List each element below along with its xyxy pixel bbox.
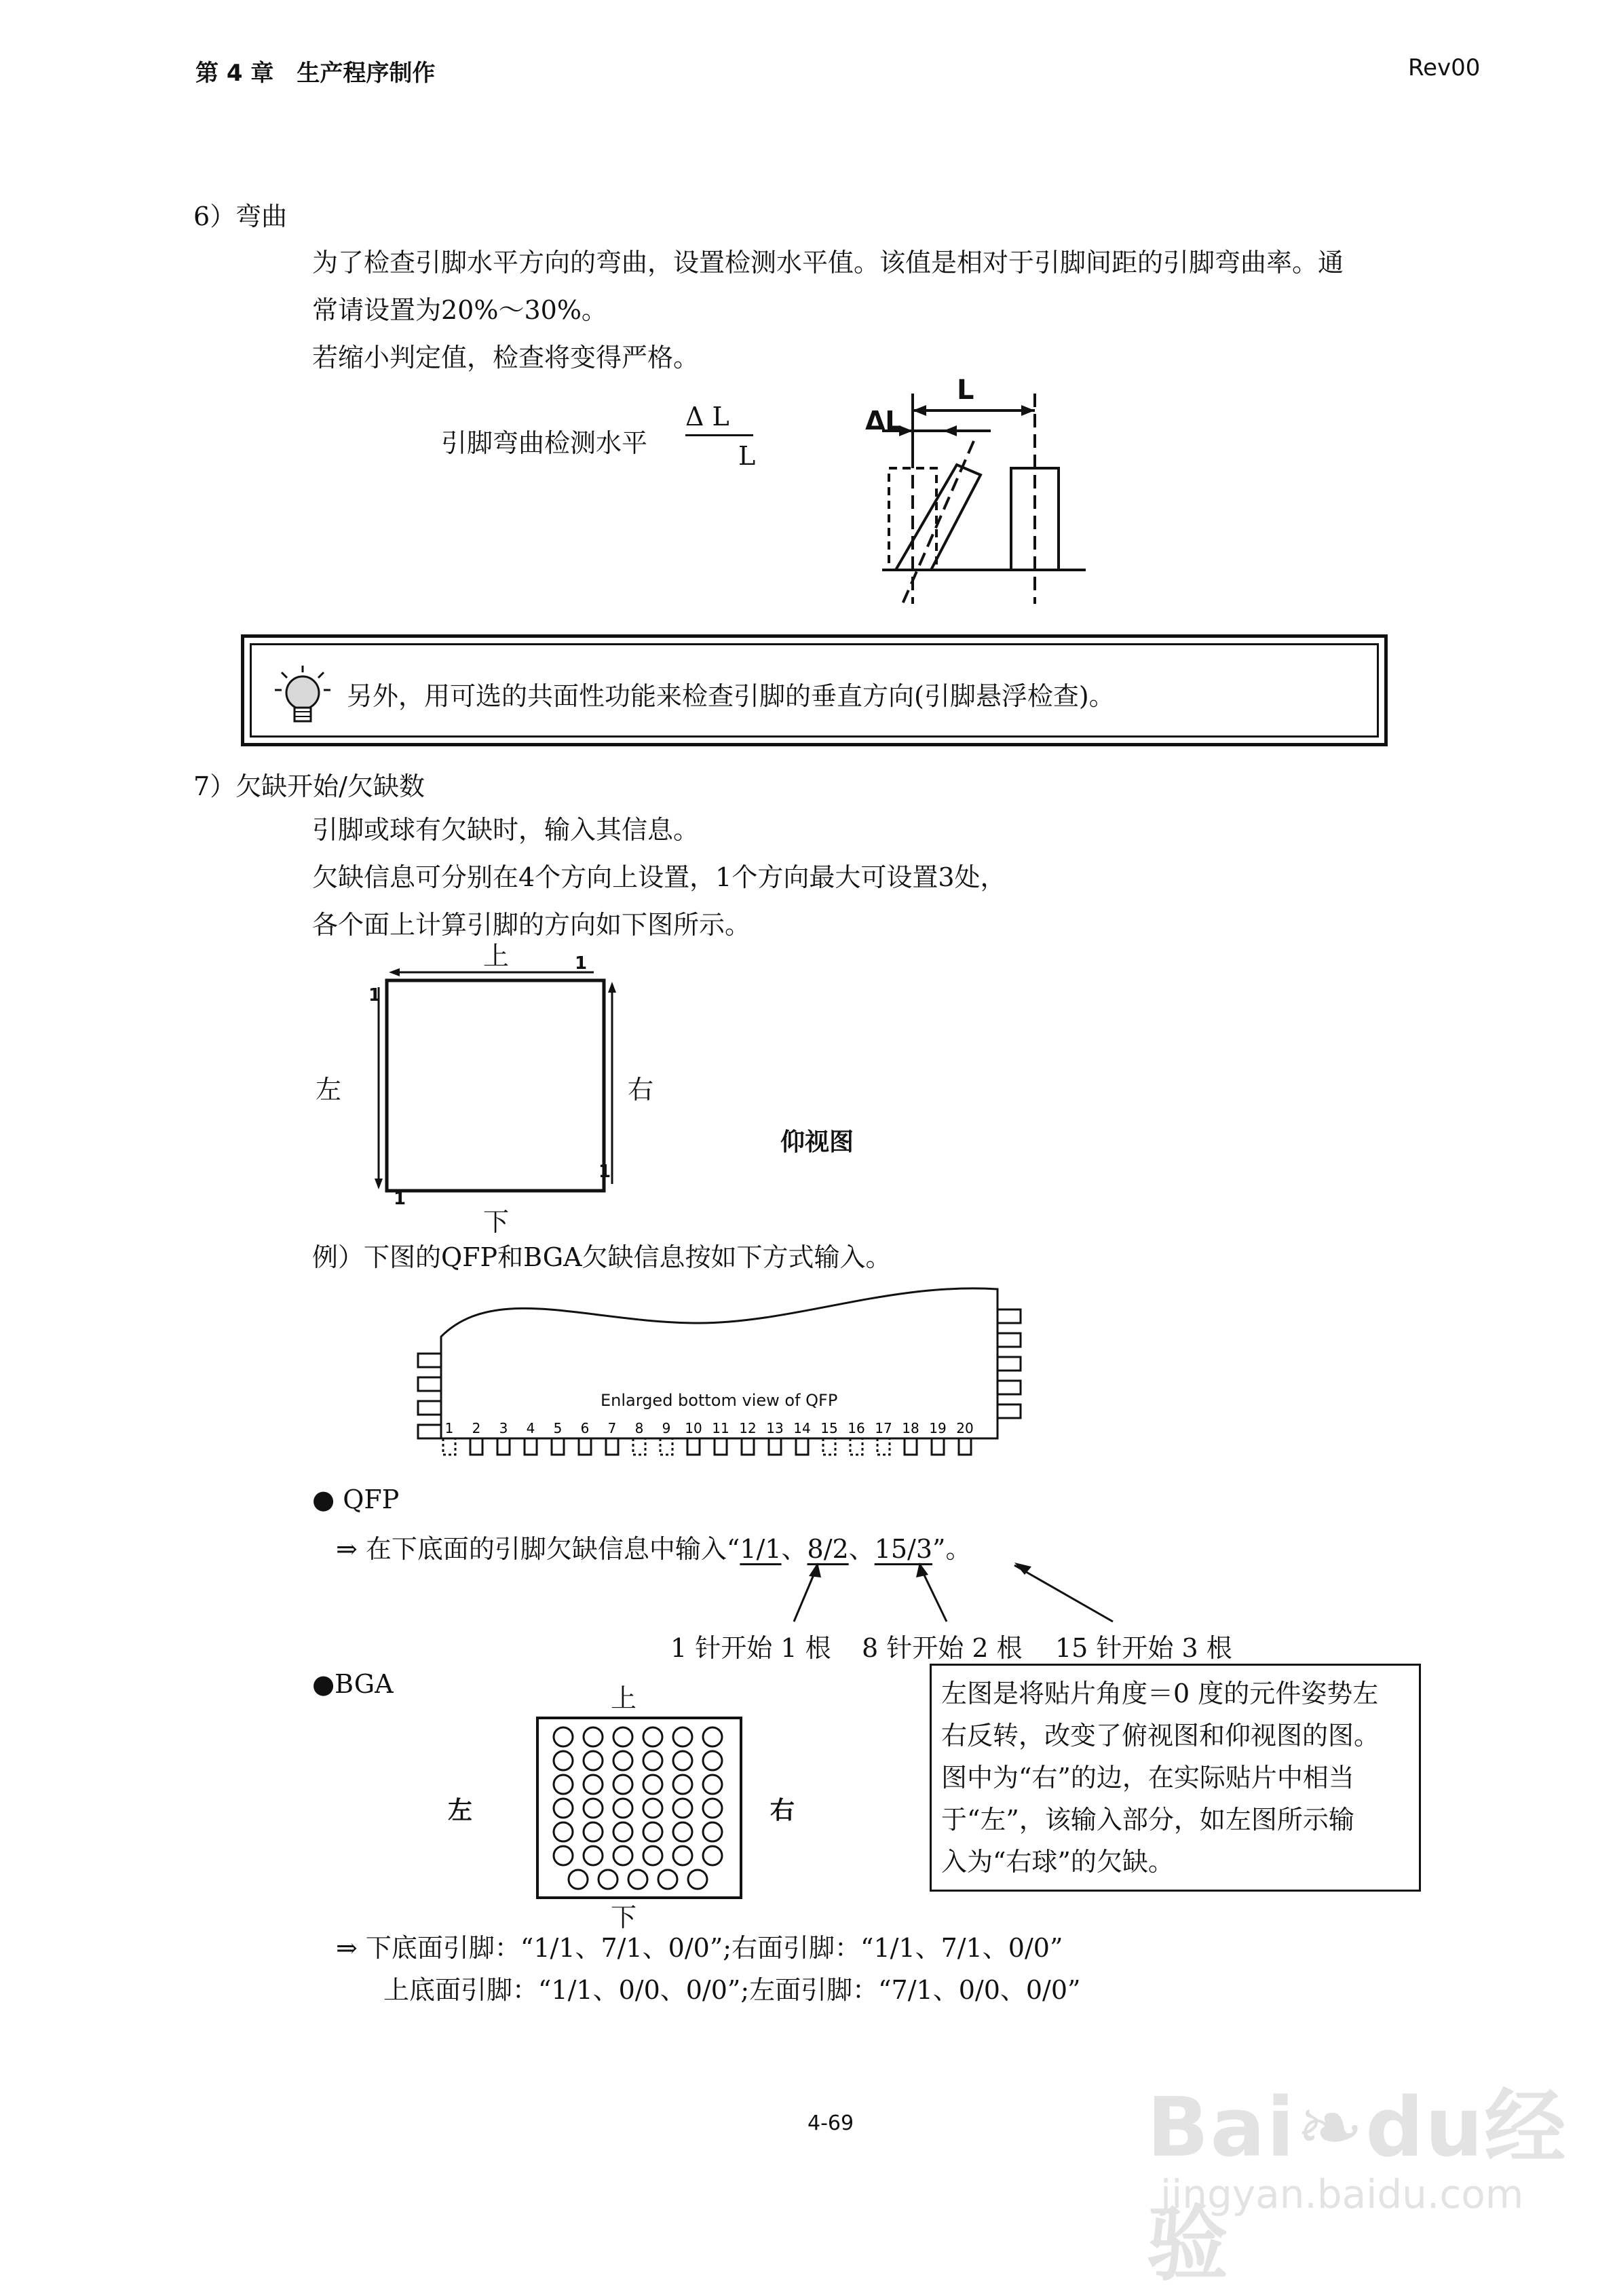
bga-ball — [673, 1822, 692, 1841]
page-number: 4-69 — [808, 2111, 854, 2135]
qfp-pin — [769, 1438, 781, 1455]
formula-bar — [685, 434, 753, 436]
bga-ball — [628, 1870, 647, 1889]
bga-ball — [703, 1751, 722, 1770]
baidu-watermark-logo: Bai❧du经验 — [1147, 2081, 1568, 2292]
bga-ball — [688, 1870, 707, 1889]
qfp-pin-number: 15 — [820, 1420, 838, 1436]
bga-ball — [673, 1799, 692, 1818]
bga-right-label: 右 — [770, 1797, 795, 1824]
bga-ball — [673, 1775, 692, 1794]
formula-label: 引脚弯曲检测水平 — [441, 428, 648, 458]
bga-left-label: 左 — [448, 1797, 473, 1824]
bga-ball — [703, 1727, 722, 1746]
bend-line-1: 为了检查引脚水平方向的弯曲，设置检测水平值。该值是相对于引脚间距的引脚弯曲率。通 — [312, 248, 1344, 278]
qfp-pin-number: 19 — [929, 1420, 947, 1436]
qfp-pin-number: 18 — [902, 1420, 919, 1436]
qfp-pin-number: 20 — [956, 1420, 974, 1436]
qfp-label: ● QFP — [312, 1485, 400, 1514]
bga-box-line-4: 于“左”，该输入部分，如左图所示输 — [941, 1805, 1354, 1835]
qfp-pin — [525, 1438, 537, 1455]
section-bend-title: 6）弯曲 — [193, 202, 288, 231]
bga-ball — [643, 1822, 662, 1841]
bga-ball — [613, 1727, 632, 1746]
qfp-annotation-arrows — [679, 1557, 1154, 1632]
revision-label: Rev00 — [1408, 54, 1481, 81]
qfp-pin — [796, 1438, 808, 1455]
qfp-value-3: 15/3 — [874, 1534, 933, 1564]
bga-ball — [643, 1775, 662, 1794]
start-one-bottom: 1 — [394, 1189, 406, 1209]
watermark-brand: Bai — [1147, 2081, 1296, 2175]
bga-ball — [703, 1775, 722, 1794]
bga-ball — [584, 1799, 603, 1818]
direction-left-label: 左 — [316, 1075, 342, 1105]
bga-ball — [643, 1799, 662, 1818]
watermark-url: jingyan.baidu.com — [1160, 2171, 1524, 2217]
bga-box-line-3: 图中为“右”的边，在实际贴片中相当 — [941, 1763, 1354, 1793]
note-text: 另外，用可选的共面性功能来检查引脚的垂直方向(引脚悬浮检查)。 — [347, 681, 1115, 711]
bga-label: ●BGA — [312, 1669, 394, 1699]
direction-bottom-label: 下 — [483, 1207, 510, 1237]
qfp-pin-number: 7 — [607, 1420, 617, 1436]
bottom-view-label: 仰视图 — [780, 1128, 854, 1156]
bga-ball — [658, 1870, 677, 1889]
chapter-header: 第 4 章 生产程序制作 — [195, 60, 436, 87]
bga-ball — [613, 1822, 632, 1841]
bga-ball — [554, 1775, 573, 1794]
bga-ball — [584, 1846, 603, 1865]
bga-ball — [554, 1822, 573, 1841]
qfp-pin-number: 8 — [634, 1420, 644, 1436]
qfp-pin — [470, 1438, 482, 1455]
qfp-pin — [715, 1438, 727, 1455]
bga-box-line-1: 左图是将贴片角度＝0 度的元件姿势左 — [941, 1679, 1379, 1708]
qfp-pin — [877, 1438, 890, 1455]
result-line-1: ⇒ 下底面引脚：“1/1、7/1、0/0”;右面引脚：“1/1、7/1、0/0” — [336, 1933, 1063, 1963]
qfp-sep-2: 、 — [848, 1534, 875, 1564]
result-line-2: 上底面引脚：“1/1、0/0、0/0”;左面引脚：“7/1、0/0、0/0” — [383, 1975, 1081, 2005]
qfp-pin-number: 12 — [739, 1420, 757, 1436]
qfp-pin — [497, 1438, 510, 1455]
bga-ball — [584, 1751, 603, 1770]
qfp-pin — [850, 1438, 862, 1455]
qfp-pin — [552, 1438, 564, 1455]
qfp-pin-number: 1 — [444, 1420, 454, 1436]
bend-line-3: 若缩小判定值，检查将变得严格。 — [312, 343, 700, 372]
qfp-pin — [932, 1438, 944, 1455]
qfp-pin-number: 2 — [472, 1420, 481, 1436]
qfp-pin-number: 17 — [875, 1420, 892, 1436]
qfp-pin — [905, 1438, 917, 1455]
bend-line-2: 常请设置为20%～30%。 — [312, 295, 607, 325]
bga-ball — [613, 1846, 632, 1865]
qfp-pin-number: 11 — [712, 1420, 729, 1436]
annotation-pin8: 8 针开始 2 根 — [862, 1633, 1023, 1663]
qfp-pin-number: 3 — [499, 1420, 508, 1436]
qfp-input-suffix: ”。 — [932, 1534, 972, 1564]
bga-ball — [554, 1751, 573, 1770]
qfp-pin — [823, 1438, 835, 1455]
qfp-value-1: 1/1 — [740, 1534, 782, 1564]
formula-numerator: Δ L — [685, 402, 729, 432]
annotation-pin15: 15 针开始 3 根 — [1055, 1633, 1232, 1663]
note-box — [241, 634, 1388, 746]
bga-ball — [569, 1870, 588, 1889]
bga-figure — [536, 1717, 743, 1900]
bga-ball — [673, 1846, 692, 1865]
bga-box-line-5: 入为“右球”的欠缺。 — [941, 1847, 1174, 1877]
qfp-pin — [606, 1438, 618, 1455]
formula-denominator: L — [738, 441, 756, 471]
start-one-top: 1 — [575, 953, 588, 974]
qfp-pin-number: 9 — [662, 1420, 671, 1436]
qfp-pin — [579, 1438, 591, 1455]
qfp-pin — [633, 1438, 645, 1455]
bga-ball — [554, 1846, 573, 1865]
qfp-pin-number: 13 — [766, 1420, 784, 1436]
qfp-pin-number: 6 — [580, 1420, 590, 1436]
bga-explanation-box — [930, 1664, 1421, 1892]
missing-line-1: 引脚或球有欠缺时，输入其信息。 — [312, 815, 700, 845]
qfp-pin-number: 4 — [526, 1420, 535, 1436]
bga-ball — [598, 1870, 618, 1889]
qfp-pin — [687, 1438, 700, 1455]
qfp-caption: Enlarged bottom view of QFP — [601, 1391, 838, 1410]
bend-paragraph — [312, 239, 1479, 381]
bga-box-line-2: 右反转，改变了俯视图和仰视图的图。 — [941, 1721, 1380, 1750]
qfp-pin — [443, 1438, 455, 1455]
bga-ball — [643, 1846, 662, 1865]
bga-ball — [584, 1727, 603, 1746]
bga-ball — [643, 1727, 662, 1746]
direction-top-label: 上 — [483, 941, 510, 971]
start-one-left: 1 — [368, 985, 381, 1006]
bga-ball — [703, 1822, 722, 1841]
qfp-pin — [660, 1438, 672, 1455]
bga-ball — [554, 1799, 573, 1818]
example-text: 例）下图的QFP和BGA欠缺信息按如下方式输入。 — [312, 1242, 892, 1272]
qfp-figure — [414, 1282, 1025, 1472]
bga-ball — [584, 1822, 603, 1841]
qfp-sep-1: 、 — [781, 1534, 808, 1564]
qfp-input-prefix: ⇒ 在下底面的引脚欠缺信息中输入“ — [336, 1534, 740, 1564]
watermark-cn: 经验 — [1147, 2081, 1568, 2292]
bga-ball — [673, 1751, 692, 1770]
bga-ball — [554, 1727, 573, 1746]
bga-ball — [613, 1751, 632, 1770]
start-one-right: 1 — [598, 1162, 611, 1182]
bga-top-label: 上 — [611, 1683, 637, 1713]
bga-ball — [584, 1775, 603, 1794]
pin-direction-diagram — [370, 967, 621, 1198]
direction-right-label: 右 — [628, 1075, 654, 1105]
fig-L-label: L — [957, 375, 974, 406]
annotation-pin1: 1 针开始 1 根 — [670, 1633, 831, 1663]
bga-ball — [673, 1727, 692, 1746]
bga-ball — [613, 1799, 632, 1818]
missing-line-2: 欠缺信息可分别在4个方向上设置，1个方向最大可设置3处， — [312, 862, 1006, 892]
lightbulb-icon — [272, 664, 333, 725]
qfp-pin-number: 14 — [793, 1420, 811, 1436]
qfp-pin-number: 10 — [685, 1420, 702, 1436]
qfp-pin — [742, 1438, 754, 1455]
fig-dL-label: ΔL — [865, 406, 902, 436]
note-inner-border — [250, 643, 1379, 738]
qfp-value-2: 8/2 — [807, 1534, 849, 1564]
qfp-pin-number: 5 — [553, 1420, 563, 1436]
bga-ball — [643, 1751, 662, 1770]
missing-line-3: 各个面上计算引脚的方向如下图所示。 — [312, 910, 751, 940]
bga-ball — [703, 1846, 722, 1865]
section-missing-title: 7）欠缺开始/欠缺数 — [193, 771, 425, 801]
bga-bottom-label: 下 — [611, 1902, 637, 1932]
bga-ball — [703, 1799, 722, 1818]
missing-paragraph — [312, 806, 1466, 949]
qfp-pin — [959, 1438, 971, 1455]
qfp-pin-number: 16 — [848, 1420, 865, 1436]
bga-ball — [613, 1775, 632, 1794]
watermark-brand-2: du — [1365, 2081, 1485, 2175]
